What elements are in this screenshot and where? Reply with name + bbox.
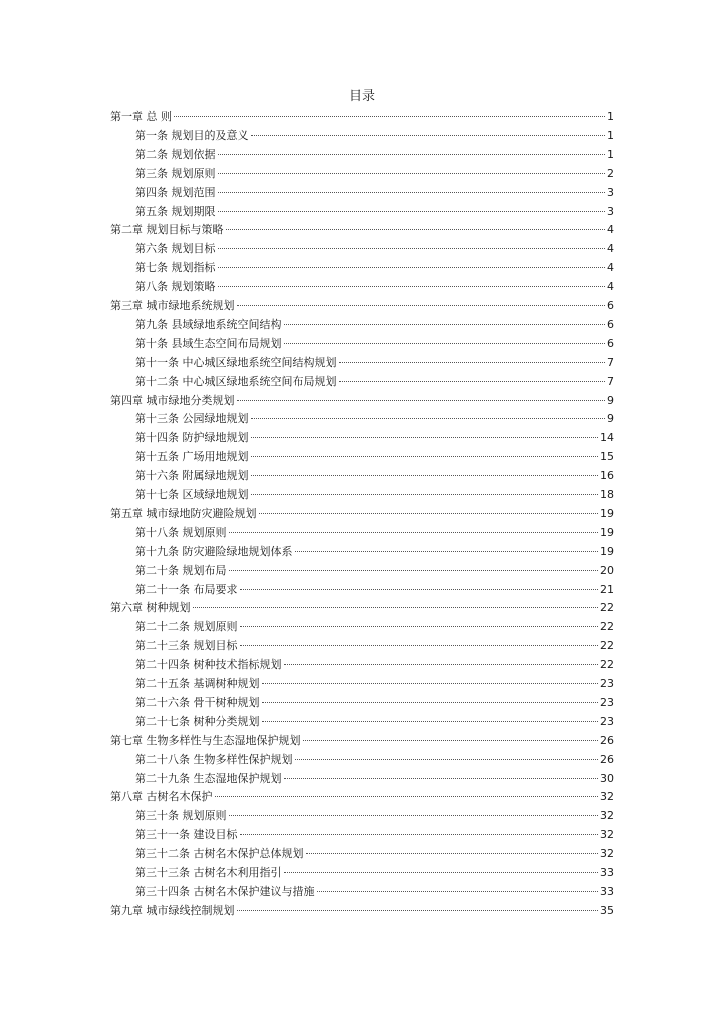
toc-entry-label: 第四章 城市绿地分类规划 xyxy=(110,393,235,407)
toc-page-number: 23 xyxy=(600,677,614,690)
toc-entry-label: 第七条 规划指标 xyxy=(135,261,216,275)
toc-page-number: 22 xyxy=(600,601,614,615)
toc-entry-label: 第十四条 防护绿地规划 xyxy=(135,431,249,445)
toc-entry-label: 第十八条 规划原则 xyxy=(135,525,227,539)
toc-article-entry[interactable] xyxy=(135,203,614,221)
toc-entry-label: 第十三条 公园绿地规划 xyxy=(135,412,249,426)
dot-leader xyxy=(174,116,605,117)
dot-leader xyxy=(284,664,599,665)
toc-page-number: 22 xyxy=(600,658,614,672)
toc-page-number: 3 xyxy=(607,185,614,199)
dot-leader xyxy=(229,570,599,571)
toc-article-entry[interactable] xyxy=(135,675,614,693)
toc-page-number: 4 xyxy=(607,223,614,237)
toc-page-number: 26 xyxy=(600,733,614,747)
toc-chapter-entry[interactable] xyxy=(110,505,614,523)
toc-page-number: 22 xyxy=(600,639,614,653)
dot-leader xyxy=(215,796,599,797)
toc-page-number: 14 xyxy=(600,431,614,445)
toc-entry-label: 第七章 生物多样性与生态湿地保护规划 xyxy=(110,733,301,747)
toc-entry-label: 第二章 规划目标与策略 xyxy=(110,223,224,237)
toc-chapter-entry[interactable] xyxy=(110,788,614,806)
toc-article-entry[interactable] xyxy=(135,410,614,428)
dot-leader xyxy=(218,173,606,174)
dot-leader xyxy=(262,683,599,684)
toc-entry-label: 第二十五条 基调树种规划 xyxy=(135,677,260,690)
toc-chapter-entry[interactable] xyxy=(110,297,614,315)
toc-article-entry[interactable] xyxy=(135,127,614,145)
toc-chapter-entry[interactable] xyxy=(110,221,614,239)
toc-title: 目录 xyxy=(348,89,375,104)
toc-page-number: 32 xyxy=(600,847,614,861)
toc-article-entry[interactable] xyxy=(135,713,614,731)
toc-page-number: 33 xyxy=(600,866,614,879)
toc-entry-label: 第三十条 规划原则 xyxy=(135,809,227,823)
toc-entry-label: 第六章 树种规划 xyxy=(110,601,191,615)
toc-entry-label: 第一条 规划目的及意义 xyxy=(135,128,249,142)
dot-leader xyxy=(284,343,606,344)
toc-page-number: 7 xyxy=(607,355,614,369)
toc-entry-label: 第八章 古树名木保护 xyxy=(110,790,213,804)
toc-entry-label: 第二十九条 生态湿地保护规划 xyxy=(135,771,282,785)
toc-article-entry[interactable] xyxy=(135,184,614,202)
dot-leader xyxy=(237,400,606,401)
toc-entry-label: 第十条 县域生态空间布局规划 xyxy=(135,336,282,350)
toc-page-number: 18 xyxy=(600,488,614,501)
dot-leader xyxy=(218,211,606,212)
toc-page-number: 6 xyxy=(607,336,614,350)
toc-article-entry[interactable] xyxy=(135,448,614,466)
toc-page-number: 1 xyxy=(607,110,614,123)
dot-leader xyxy=(218,267,606,268)
toc-article-entry[interactable] xyxy=(135,618,614,636)
dot-leader xyxy=(262,702,599,703)
dot-leader xyxy=(229,815,599,816)
toc-article-entry[interactable] xyxy=(135,165,614,183)
dot-leader xyxy=(317,891,599,892)
toc-page-number: 32 xyxy=(600,809,614,823)
toc-article-entry[interactable] xyxy=(135,240,614,258)
toc-entry-label: 第十七条 区域绿地规划 xyxy=(135,488,249,501)
toc-page-number: 3 xyxy=(607,204,614,218)
toc-entry-label: 第三十一条 建设目标 xyxy=(135,828,238,842)
toc-entry-label: 第五条 规划期限 xyxy=(135,204,216,218)
toc-entry-label: 第三十三条 古树名木利用指引 xyxy=(135,866,282,879)
toc-entry-label: 第二条 规划依据 xyxy=(135,147,216,161)
dot-leader xyxy=(303,740,599,741)
dot-leader xyxy=(218,286,606,287)
toc-page-number: 35 xyxy=(600,903,614,917)
toc-entry-label: 第三条 规划原则 xyxy=(135,166,216,180)
toc-entry-label: 第九章 城市绿线控制规划 xyxy=(110,903,235,917)
toc-article-entry[interactable] xyxy=(135,316,614,334)
dot-leader xyxy=(251,418,606,419)
toc-entry-label: 第二十一条 布局要求 xyxy=(135,582,238,596)
dot-leader xyxy=(237,910,599,911)
toc-entry-label: 第二十二条 规划原则 xyxy=(135,620,238,634)
toc-article-entry[interactable] xyxy=(135,354,614,372)
toc-chapter-entry[interactable] xyxy=(110,599,614,617)
toc-article-entry[interactable] xyxy=(135,751,614,769)
dot-leader xyxy=(237,305,606,306)
toc-chapter-entry[interactable] xyxy=(110,108,614,126)
toc-page-number: 4 xyxy=(607,280,614,294)
dot-leader xyxy=(251,475,599,476)
toc-entry-label: 第二十六条 骨干树种规划 xyxy=(135,695,260,709)
toc-page-number: 22 xyxy=(600,620,614,634)
dot-leader xyxy=(295,551,599,552)
toc-page-number: 9 xyxy=(607,393,614,407)
toc-article-entry[interactable] xyxy=(135,429,614,447)
toc-page-number: 1 xyxy=(607,147,614,161)
toc-page-number: 9 xyxy=(607,412,614,426)
toc-article-entry[interactable] xyxy=(135,581,614,599)
dot-leader xyxy=(218,154,606,155)
toc-article-entry[interactable] xyxy=(135,694,614,712)
toc-article-entry[interactable] xyxy=(135,656,614,674)
toc-article-entry[interactable] xyxy=(135,467,614,485)
toc-page-number: 32 xyxy=(600,790,614,804)
toc-article-entry[interactable] xyxy=(135,845,614,863)
toc-article-entry[interactable] xyxy=(135,486,614,504)
toc-page-number: 32 xyxy=(600,828,614,842)
toc-entry-label: 第二十四条 树种技术指标规划 xyxy=(135,658,282,672)
toc-page-number: 15 xyxy=(600,450,614,464)
toc-page-number: 23 xyxy=(600,695,614,709)
toc-entry-label: 第五章 城市绿地防灾避险规划 xyxy=(110,506,257,520)
toc-page-number: 19 xyxy=(600,506,614,520)
toc-entry-label: 第九条 县域绿地系统空间结构 xyxy=(135,317,282,331)
toc-page-number: 21 xyxy=(600,582,614,596)
dot-leader xyxy=(339,362,606,363)
toc-page-number: 1 xyxy=(607,128,614,142)
dot-leader xyxy=(218,248,606,249)
toc-page-number: 19 xyxy=(600,544,614,558)
toc-page-number: 30 xyxy=(600,771,614,785)
toc-article-entry[interactable] xyxy=(135,562,614,580)
toc-entry-label: 第三章 城市绿地系统规划 xyxy=(110,299,235,312)
toc-entry-label: 第十二条 中心城区绿地系统空间布局规划 xyxy=(135,374,337,388)
dot-leader xyxy=(284,778,599,779)
toc-page-number: 4 xyxy=(607,261,614,275)
toc-article-entry[interactable] xyxy=(135,637,614,655)
toc-page-number: 16 xyxy=(600,469,614,483)
toc-page-number: 33 xyxy=(600,884,614,898)
toc-chapter-entry[interactable] xyxy=(110,902,614,920)
toc-entry-label: 第二十八条 生物多样性保护规划 xyxy=(135,752,293,766)
toc-article-entry[interactable] xyxy=(135,826,614,844)
dot-leader xyxy=(226,229,606,230)
toc-entry-label: 第二十三条 规划目标 xyxy=(135,639,238,653)
dot-leader xyxy=(259,513,599,514)
toc-chapter-entry[interactable] xyxy=(110,392,614,410)
dot-leader xyxy=(251,494,599,495)
toc-article-entry[interactable] xyxy=(135,770,614,788)
dot-leader xyxy=(339,381,606,382)
dot-leader xyxy=(240,626,599,627)
toc-page-number: 2 xyxy=(607,166,614,180)
dot-leader xyxy=(193,607,599,608)
toc-entry-label: 第六条 规划目标 xyxy=(135,242,216,256)
toc-entry-label: 第八条 规划策略 xyxy=(135,280,216,294)
toc-entry-label: 第一章 总 则 xyxy=(110,110,172,123)
toc-entry-label: 第二十七条 树种分类规划 xyxy=(135,714,260,728)
dot-leader xyxy=(240,589,599,590)
toc-entry-label: 第二十条 规划布局 xyxy=(135,563,227,577)
dot-leader xyxy=(295,759,599,760)
toc-article-entry[interactable] xyxy=(135,259,614,277)
toc-article-entry[interactable] xyxy=(135,807,614,825)
toc-page-number: 23 xyxy=(600,714,614,728)
toc-article-entry[interactable] xyxy=(135,524,614,542)
dot-leader xyxy=(229,532,599,533)
toc-entry-label: 第十九条 防灾避险绿地规划体系 xyxy=(135,544,293,558)
dot-leader xyxy=(306,853,599,854)
toc-page-number: 7 xyxy=(607,374,614,388)
toc-article-entry[interactable] xyxy=(135,864,614,882)
toc-entry-label: 第三十四条 古树名木保护建议与措施 xyxy=(135,884,315,898)
toc-page-number: 4 xyxy=(607,242,614,256)
dot-leader xyxy=(284,324,606,325)
toc-entry-label: 第十一条 中心城区绿地系统空间结构规划 xyxy=(135,355,337,369)
toc-article-entry[interactable] xyxy=(135,335,614,353)
toc-entry-label: 第四条 规划范围 xyxy=(135,185,216,199)
dot-leader xyxy=(262,721,599,722)
dot-leader xyxy=(251,456,599,457)
toc-article-entry[interactable] xyxy=(135,373,614,391)
toc-article-entry[interactable] xyxy=(135,278,614,296)
dot-leader xyxy=(218,192,606,193)
toc-page-number: 20 xyxy=(600,563,614,577)
toc-page-number: 19 xyxy=(600,525,614,539)
toc-page-number: 6 xyxy=(607,299,614,312)
toc-article-entry[interactable] xyxy=(135,883,614,901)
toc-page-number: 6 xyxy=(607,317,614,331)
toc-entry-label: 第三十二条 古树名木保护总体规划 xyxy=(135,847,304,861)
dot-leader xyxy=(251,437,599,438)
toc-article-entry[interactable] xyxy=(135,543,614,561)
dot-leader xyxy=(240,645,599,646)
toc-entry-label: 第十五条 广场用地规划 xyxy=(135,450,249,464)
dot-leader xyxy=(284,872,599,873)
toc-entry-label: 第十六条 附属绿地规划 xyxy=(135,469,249,483)
toc-article-entry[interactable] xyxy=(135,146,614,164)
dot-leader xyxy=(240,834,599,835)
dot-leader xyxy=(251,135,606,136)
toc-page-number: 26 xyxy=(600,752,614,766)
toc-chapter-entry[interactable] xyxy=(110,732,614,750)
